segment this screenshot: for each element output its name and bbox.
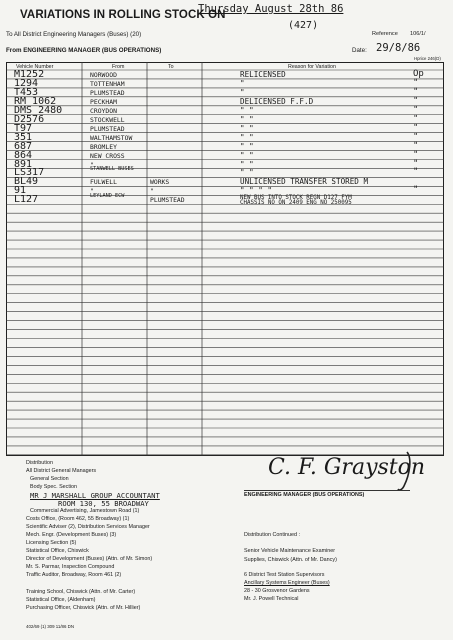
row-reason: " [240, 78, 245, 88]
row-reason: " " [240, 132, 254, 142]
distribution-traffic: Traffic Auditor, Broadway, Room 461 (2) [26, 572, 122, 578]
row-reason: RELICENSED [240, 70, 286, 79]
row-vehicle-number: RM 1062 [14, 95, 57, 107]
distribution-general-section: General Section [30, 476, 69, 482]
reference-value: 106/1/ [410, 31, 426, 37]
distribution-grosvenor: 28 - 30 Grosvenor Gardens [244, 588, 310, 594]
reference-label: Reference [372, 31, 398, 37]
row-reason: NEW BUS INTO STOCK REGN D127 FYM [240, 195, 352, 202]
distribution-director: Director of Development (Buses) (Attn. of Mr. Simon) [26, 556, 153, 562]
row-from: PECKHAM [90, 97, 117, 106]
row-from: NEW CROSS [90, 151, 125, 160]
row-to: PLUMSTEAD [150, 196, 185, 205]
row-vehicle-number: 1294 [14, 77, 39, 89]
row-reason-extra: " [413, 86, 419, 97]
distribution-body-spec: Body Spec. Section [30, 484, 78, 490]
row-reason: " " [240, 168, 254, 178]
distribution-purchasing: Purchasing Officer, Chiswick (Attn. of Mr. Hillier) [26, 605, 141, 611]
handwritten-number: (427) [288, 20, 319, 31]
row-from: LEYLAND ECW [90, 193, 125, 200]
row-reason: DELICENSED F.F.D [240, 96, 314, 106]
row-vehicle-number: M1252 [14, 69, 45, 80]
row-vehicle-number: 351 [14, 131, 33, 143]
row-reason: " " [240, 114, 254, 124]
distribution-statistical: Statistical Office, Chiswick [26, 548, 89, 554]
distribution-heading: Distribution [26, 460, 53, 466]
distribution-all-dgm: All District General Managers [26, 468, 97, 474]
row-reason-extra: " [413, 113, 419, 124]
distribution-ancillary: Ancillary Systems Engineer (Buses) [244, 580, 330, 586]
row-reason-extra: " [413, 77, 419, 88]
row-vehicle-number: 91 [14, 185, 27, 197]
form-title: VARIATIONS IN ROLLING STOCK ON [20, 9, 226, 21]
row-from: PLUMSTEAD [90, 88, 125, 97]
row-reason-extra: " [413, 131, 419, 142]
column-header-vehicle: Vehicle Number [16, 64, 54, 70]
distribution-scientific: Scientific Adviser (2), Distribution Services Manager [26, 524, 150, 530]
signature: C. F. Grayston [268, 455, 426, 480]
row-from: STOCKWELL [90, 115, 125, 124]
signer-title: ENGINEERING MANAGER (BUS OPERATIONS) [244, 492, 365, 498]
row-from: STANWELL BUSES [90, 166, 134, 173]
column-header-from: From [112, 64, 125, 70]
row-vehicle-number: L127 [14, 194, 39, 206]
row-reason-extra: " [413, 158, 419, 169]
row-reason: " " [240, 105, 254, 115]
row-vehicle-number: D2576 [14, 113, 45, 125]
date-value: 29/8/86 [376, 42, 421, 54]
row-from: PLUMSTEAD [90, 124, 125, 133]
row-vehicle-number: 891 [14, 158, 33, 170]
form-code: Hprice 246(D) [414, 56, 441, 61]
row-from: BROMLEY [90, 142, 117, 151]
distribution-licensing: Licensing Section (5) [26, 540, 77, 546]
row-vehicle-number: 864 [14, 149, 33, 161]
handwritten-recipient-name: MR J MARSHALL GROUP ACCOUNTANT [30, 491, 160, 500]
distribution-supplies: Supplies, Chiswick (Attn. of Mr. Dancy) [244, 557, 337, 563]
distribution-continued: Distribution Continued : [244, 532, 301, 538]
row-reason-line2: CHASSIS NO ON 2409 ENG NO 250095 [240, 200, 352, 207]
variation-table-grid [6, 62, 444, 456]
distribution-training: Training School, Chiswick (Attn. of Mr. Carter) [26, 589, 136, 595]
row-reason-extra: " [413, 95, 419, 106]
row-reason-extra: Op [413, 69, 424, 79]
handwritten-recipient-room: ROOM 130, 55 BROADWAY [58, 499, 149, 508]
row-reason-extra: " [413, 185, 419, 196]
signature-line [244, 490, 410, 491]
row-from: FULWELL [90, 178, 117, 187]
row-reason: " " [240, 159, 254, 169]
distribution-mech: Mech. Engr. (Development Buses) (3) [26, 532, 117, 538]
row-from: WALTHAMSTOW [90, 133, 133, 142]
row-reason: " " " " [240, 186, 273, 196]
row-vehicle-number: DMS 2480 [14, 104, 63, 116]
print-code: 402/69 (1) 309 11/86 DN [26, 624, 75, 629]
distribution-parmar: Mr. S. Parmar, Inspection Compound [26, 564, 115, 570]
column-header-to: To [168, 64, 174, 70]
row-from: " [90, 160, 94, 169]
row-to: " [150, 187, 154, 196]
from-line: From ENGINEERING MANAGER (BUS OPERATIONS) [6, 47, 162, 54]
row-reason-extra: " [413, 140, 419, 151]
distribution-district-supervisors: 6 District Test Station Supervisors [244, 572, 325, 578]
row-to: WORKS [150, 178, 170, 187]
row-reason: UNLICENSED TRANSFER STORED M [240, 177, 369, 187]
distribution-statistical-aldenham: Statistical Office, (Aldenham) [26, 597, 96, 603]
handwritten-date: Thursday August 28th 86 [198, 3, 344, 15]
row-reason: " " [240, 150, 254, 160]
row-from: NORWOOD [90, 71, 117, 79]
distribution-senior-examiner: Senior Vehicle Maintenance Examiner [244, 548, 336, 554]
signature-flourish [395, 450, 415, 492]
row-vehicle-number: T453 [14, 86, 39, 98]
distribution-commercial: Commercial Advertising, Jamestown Road (1) [30, 508, 140, 514]
date-label: Date: [352, 47, 367, 54]
row-vehicle-number: LS317 [14, 167, 45, 179]
row-from: TOTTENHAM [90, 79, 125, 88]
row-reason-extra: " [413, 167, 419, 178]
row-from: " [90, 187, 94, 196]
distribution-costs: Costs Office, (Room 462, 55 Broadway) (1) [26, 516, 130, 522]
row-reason: " " [240, 141, 254, 151]
row-reason: " " [240, 123, 254, 133]
row-reason-extra: " [413, 122, 419, 133]
row-reason-extra: " [413, 149, 419, 160]
row-reason: " [240, 87, 245, 97]
column-header-reason: Reason for Variation [288, 64, 336, 70]
distribution-powell: Mr. J. Powell Technical [244, 596, 299, 602]
row-vehicle-number: 687 [14, 140, 33, 152]
row-from: CROYDON [90, 106, 117, 115]
row-vehicle-number: T97 [14, 122, 33, 134]
row-reason-extra: " [413, 104, 419, 115]
row-vehicle-number: BL49 [14, 176, 39, 188]
to-line: To All District Engineering Managers (Buses) (20) [6, 31, 142, 38]
